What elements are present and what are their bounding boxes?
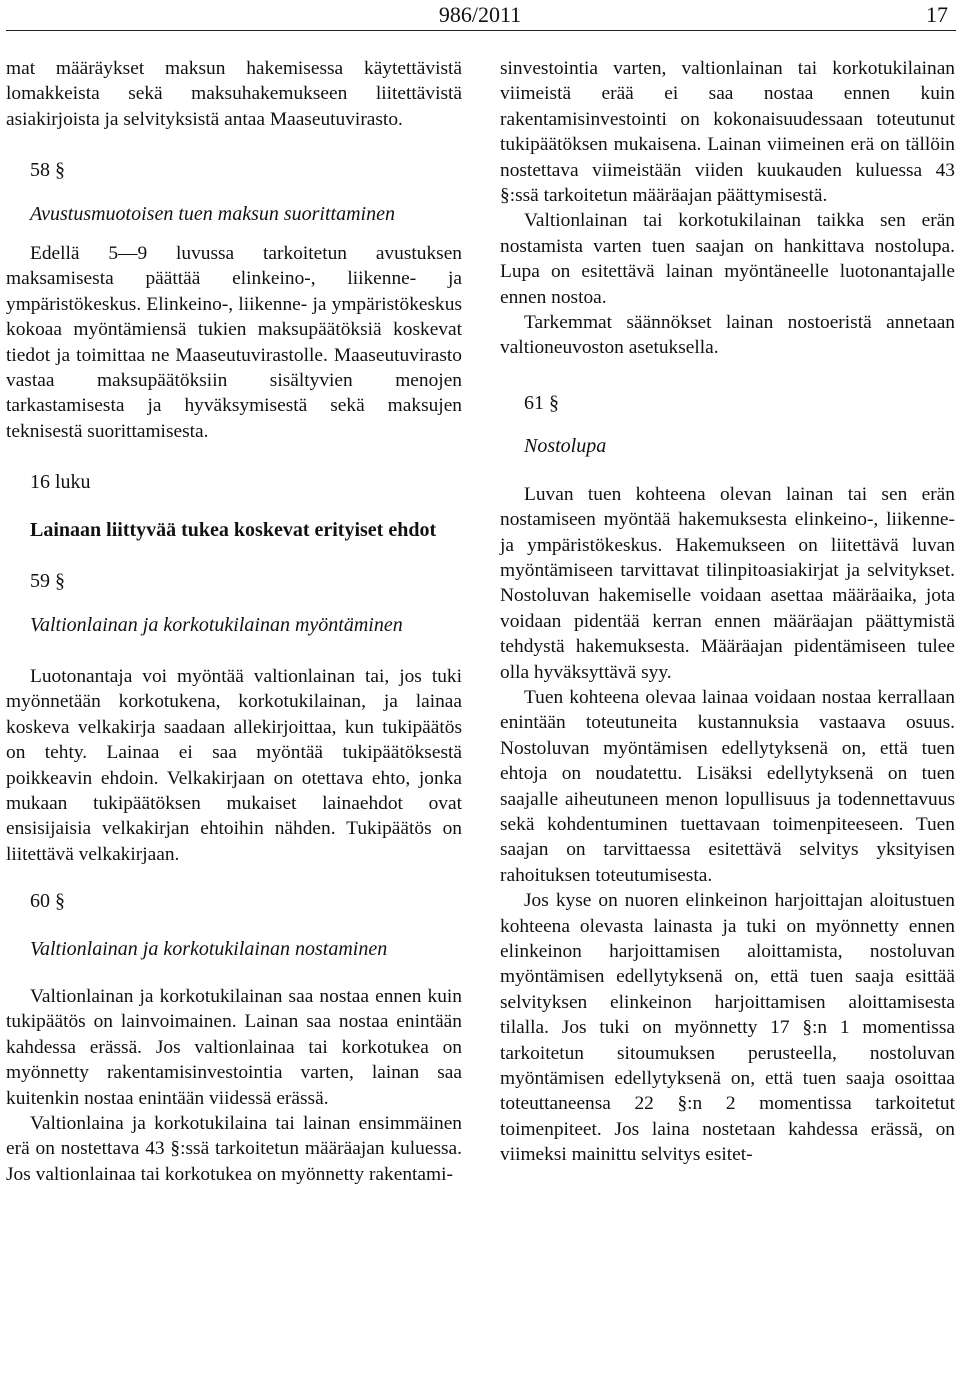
- section-60-paragraph-2: Valtionlaina ja korkotukilaina tai lainan ensimmäinen erä on nostettava 43 §:ssä tarkoitetun määräajan kuluessa. Jos valtionlainaa tai korkotukea on myönnetty rakentami-: [6, 1113, 462, 1185]
- section-61-paragraph-1: Luvan tuen kohteena olevan lainan tai sen erän nostamiseen myöntää hakemuksesta elinkeino-, liikenne- ja ympäristökeskus. Hakemukseen on liitettävä luvan myöntämiseen tarvittavat tilinpitoasiakirjat ja selvitykset. Nostoluvan hakemiselle voidaan asettaa määräaika, jota voidaan pidentää kerran ennen määräajan päättymistä tehdystä hakemuksesta. Määräajan pidentämiseen tulee olla hyväksyttävä syy.: [500, 483, 955, 683]
- section-60-title: Valtionlainan ja korkotukilainan nostaminen: [30, 937, 388, 960]
- page-number: 17: [926, 2, 948, 27]
- section-59-paragraph: Luotonantaja voi myöntää valtionlainan tai, jos tuki myönnetään korkotukena, korkotukilainan, ja lainaa koskeva velkakirja saadaan allekirjoittaa, kun tukipäätös on tehty. Lainaa ei saa myöntää tukipäätöksestä poikkeavin ehdoin. Velkakirjaan on otettava ehto, jonka mukaan tukipäätöksen mukaiset lainaehdot ovat ensisijaisia velkakirjan ehtoihin nähden. Tukipäätös on liitettävä velkakirjaan.: [6, 665, 462, 865]
- continuation-paragraph: sinvestointia varten, valtionlainan tai korkotukilainan viimeistä erää ei saa nostaa ennen kuin rakentamisinvestointi on kokonaisuudessaan toteutunut tukipäätöksen mukaisena. Lainan viimeinen erä on tällöin nostettava viimeistään viiden kuukauden kuluessa 43 §:ssä tarkoitetun määräajan päättymisestä.: [500, 58, 955, 207]
- section-61-paragraph-2: Tuen kohteena olevaa lainaa voidaan nostaa kerrallaan enintään toteutuneita kustannuksia vastaava osuus. Nostoluvan myöntämisen edellytyksenä on, että tuen ehtoja on noudatettu. Lisäksi edellytyksenä on tuen saajalle aiheutuneen menon lopullisuus ja todennettavuus sekä kohdentuminen tuettavaan toimenpiteeseen. Tuen saajan on tarvittaessa esitettävä selvitys yksityisen rahoituksen toteutumisesta.: [500, 686, 955, 886]
- section-61-paragraph-3: Jos kyse on nuoren elinkeinon harjoittajan aloitustuen kohteena olevasta lainasta ja tuki on myönnetty ennen elinkeinon harjoittamisen aloittamista, nostoluvan myöntämisen edellytyksenä on, että tuen saaja esittää selvityksen elinkeinon harjoittamisen aloittamisesta tilalla. Jos tuki on myönnetty 17 §:n 1 momentissa tarkoitetun sitoumuksen perusteella, nostoluvan myöntämisen edellytyksenä on, että tuen saaja osoittaa toteuttaneensa 22 §:n 2 momentissa tarkoitetut toimenpiteet. Jos laina nostetaan kahdessa erässä, on viimeksi mainittu selvitys esitet-: [500, 890, 955, 1166]
- chapter-16-number: 16 luku: [30, 471, 91, 494]
- paragraph-nostolupa-requirement: Valtionlainan tai korkotukilainan taikka sen erän nostamista varten tuen saajan on hankittava nostolupa. Lupa on esitettävä lainan myöntäneelle luotonantajalle ennen nostoa.: [500, 210, 955, 308]
- section-60-paragraph-1: Valtionlainan ja korkotukilainan saa nostaa ennen kuin tukipäätös on lainvoimainen. Lainan saa nostaa enintään kahdessa erässä. Jos valtionlainaa tai korkotukea on myönnetty rakentamisinvestointia varten, lainan saa kuitenkin nostaa enintään viidessä erässä.: [6, 985, 462, 1109]
- section-59-number: 59 §: [30, 570, 65, 593]
- section-58-number: 58 §: [30, 159, 65, 182]
- section-61-number: 61 §: [524, 391, 559, 414]
- section-58-title: Avustusmuotoisen tuen maksun suorittaminen: [30, 202, 395, 225]
- left-column: [6, 56, 462, 1187]
- section-60-number: 60 §: [30, 890, 65, 913]
- document-number: 986/2011: [438, 2, 522, 27]
- page-header: [0, 0, 960, 30]
- paragraph-asetus: Tarkemmat säännökset lainan nostoeristä annetaan valtioneuvoston asetuksella.: [500, 312, 955, 359]
- section-58-paragraph: Edellä 5—9 luvussa tarkoitetun avustuksen maksamisesta päättää elinkeino-, liikenne- ja ympäristökeskus. Elinkeino-, liikenne- ja ympäristökeskus kokoaa myöntämiensä tukien maksupäätöksiä koskevat tiedot ja toimittaa ne Maaseutuvirastolle. Maaseutuvirasto vastaa maksupäätöksiin sisältyvien menojen tarkastamisesta ja hyväksymisestä sekä maksujen teknisestä suorittamisesta.: [6, 243, 462, 442]
- intro-paragraph: mat määräykset maksun hakemisessa käytettävistä lomakkeista sekä maksuhakemukseen liitettävistä asiakirjoista ja selvityksistä antaa Maaseutuvirasto.: [6, 58, 462, 130]
- right-column: [500, 56, 955, 1168]
- section-61-title: Nostolupa: [524, 435, 607, 458]
- header-rule: [6, 30, 956, 31]
- section-59-title: Valtionlainan ja korkotukilainan myöntäminen: [30, 613, 403, 636]
- chapter-16-title: Lainaan liittyvää tukea koskevat erityiset ehdot: [30, 518, 437, 541]
